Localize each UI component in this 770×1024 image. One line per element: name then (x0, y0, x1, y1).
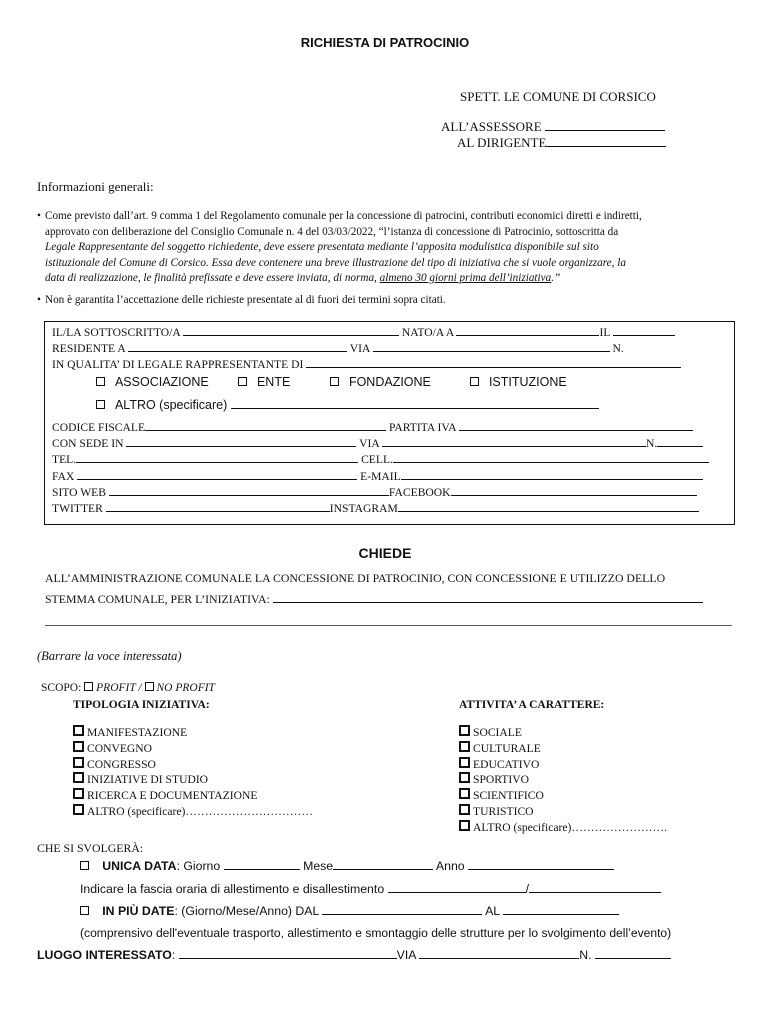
iniziativa-field[interactable] (273, 592, 703, 603)
tipologia-label: INIZIATIVE DI STUDIO (87, 773, 209, 787)
twitter-field[interactable] (106, 501, 330, 512)
attivita-label: SCIENTIFICO (473, 789, 544, 803)
attivita-item[interactable] (459, 725, 667, 741)
tipologia-list (73, 725, 313, 820)
con-sede-field[interactable] (126, 436, 356, 447)
attivita-item[interactable] (459, 820, 667, 836)
applicant-form (52, 325, 722, 373)
info-paragraph-1 (45, 209, 735, 287)
luogo-via-field[interactable] (419, 948, 579, 959)
codice-fiscale-label: CODICE FISCALE (52, 421, 146, 434)
tipologia-item[interactable] (73, 804, 313, 820)
tipologia-item[interactable] (73, 741, 313, 757)
checkbox-icon[interactable] (459, 788, 470, 799)
info-p1-line-3: Legale Rappresentante del soggetto richiedente, deve essere presentata mediante l’apposita modulistica disponibile sul sito (45, 241, 599, 253)
assessore-label: ALL’ASSESSORE (441, 119, 542, 134)
partita-iva-label: PARTITA IVA (389, 421, 456, 434)
checkbox-icon[interactable] (73, 788, 84, 799)
fax-label: FAX (52, 469, 75, 483)
info-p1-line-2 (45, 225, 735, 241)
al-field[interactable] (503, 904, 619, 915)
il-label: IL (599, 326, 610, 339)
entity-altro-label: ALTRO (specificare) (114, 398, 228, 412)
anno-label: Anno (435, 859, 465, 873)
attivita-item[interactable] (459, 804, 667, 820)
checkbox-icon[interactable] (459, 757, 470, 768)
checkbox-icon[interactable] (73, 741, 84, 752)
con-sede-label: CON SEDE IN (52, 437, 124, 451)
row-tel (52, 452, 722, 468)
checkbox-icon[interactable] (73, 725, 84, 736)
tipologia-heading: TIPOLOGIA INIZIATIVA: (73, 699, 210, 711)
sottoscritto-field[interactable] (183, 325, 399, 336)
info-p1-line-2-text: approvato con deliberazione del Consiglio Comunale n. 4 del 03/03/2022, “l’istanza di concessione di Patrocinio, sottoscritta da (45, 225, 619, 238)
dal-label: : (Giorno/Mese/Anno) DAL (174, 904, 319, 918)
row-fax (52, 469, 722, 485)
fascia-oraria-row (80, 882, 661, 896)
entity-label: ASSOCIAZIONE (114, 375, 209, 389)
unica-data-label: UNICA DATA (102, 859, 177, 873)
tipologia-label: ALTRO (specificare)…………………………… (87, 804, 313, 818)
assessore-field[interactable] (545, 120, 665, 131)
tipologia-label: RICERCA E DOCUMENTAZIONE (87, 789, 258, 803)
attivita-item[interactable] (459, 757, 667, 773)
luogo-label: LUOGO INTERESSATO (37, 948, 172, 962)
unica-data-row (80, 859, 614, 873)
giorno-label: : Giorno (176, 859, 221, 873)
iniziativa-field-continuation[interactable] (45, 625, 732, 626)
checkbox-icon[interactable] (238, 377, 247, 386)
row-residente (52, 341, 722, 357)
info-p1-line-5 (45, 271, 735, 287)
chiede-heading: CHIEDE (358, 545, 412, 561)
chiede-iniziativa-label: STEMMA COMUNALE, PER L’INIZIATIVA: (45, 592, 270, 606)
info-p1-line-1: • Come previsto dall’art. 9 comma 1 del Regolamento comunale per la concessione di patrocini, contributi economici diretti e indiretti, (45, 209, 735, 225)
dirigente-label: AL DIRIGENTE (457, 135, 547, 150)
fascia-oraria-label: Indicare la fascia oraria di allestimento e disallestimento (80, 882, 385, 896)
piu-date-row (80, 904, 619, 918)
entity-istituzione[interactable] (470, 375, 567, 389)
row-con-sede (52, 436, 722, 452)
checkbox-icon[interactable] (73, 757, 84, 768)
luogo-colon: : (171, 948, 176, 962)
email-field[interactable] (401, 469, 703, 480)
sito-web-label: SITO WEB (52, 485, 107, 499)
no-profit-checkbox-icon[interactable] (145, 682, 154, 691)
il-field[interactable] (613, 325, 675, 336)
nato-field[interactable] (456, 325, 599, 336)
email-label: E-MAIL (360, 469, 401, 483)
sito-web-field[interactable] (109, 485, 389, 496)
entity-fondazione[interactable] (330, 375, 431, 389)
tipologia-item[interactable] (73, 725, 313, 741)
via-field[interactable] (373, 341, 610, 352)
codice-fiscale-field[interactable] (145, 420, 386, 431)
document-title: RICHIESTA DI PATROCINIO (300, 35, 470, 50)
tipologia-item[interactable] (73, 788, 313, 804)
attivita-label: SOCIALE (473, 726, 522, 739)
recipient-assessore (441, 119, 665, 135)
checkbox-icon[interactable] (330, 377, 339, 386)
al-label: AL (485, 904, 500, 918)
facebook-label: FACEBOOK (388, 485, 451, 499)
dal-field[interactable] (322, 904, 482, 915)
instagram-label: INSTAGRAM (329, 502, 398, 516)
attivita-item[interactable] (459, 788, 667, 804)
residente-label: RESIDENTE A (52, 342, 126, 355)
n-label: N. (612, 342, 624, 355)
piu-date-label: IN PIÙ DATE (102, 904, 175, 918)
fascia-start-field[interactable] (388, 882, 526, 893)
piu-date-checkbox-icon[interactable] (80, 906, 89, 915)
info-p1-line-4: istituzionale del Comune di Corsico. Essa deve contenere una breve illustrazione del tipo di iniziativa che si vuole organizzare, la (45, 256, 626, 269)
chiede-line-2 (45, 592, 703, 607)
info-deadline-underlined: almeno 30 giorni prima dell’iniziativa (379, 272, 552, 284)
checkbox-icon[interactable] (459, 820, 470, 831)
row-sito-web (52, 485, 722, 501)
tel-field[interactable] (76, 452, 358, 463)
checkbox-icon[interactable] (459, 741, 470, 752)
checkbox-icon[interactable] (73, 772, 84, 783)
luogo-row (37, 948, 671, 962)
tipologia-item[interactable] (73, 757, 313, 773)
tipologia-label: CONGRESSO (87, 757, 156, 771)
entity-label: ISTITUZIONE (488, 375, 567, 389)
checkbox-icon[interactable] (96, 377, 105, 386)
facebook-field[interactable] (451, 485, 697, 496)
entity-altro-field[interactable] (231, 398, 599, 409)
luogo-n-field[interactable] (595, 948, 671, 959)
tel-label: TEL. (52, 453, 77, 467)
luogo-via-label: VIA (396, 948, 416, 962)
attivita-item[interactable] (459, 741, 667, 757)
entity-associazione[interactable] (96, 375, 209, 389)
info-paragraph-2: • Non è garantita l’accettazione delle richieste presentate al di fuori dei termini sopra citati. (45, 294, 446, 306)
unica-data-checkbox-icon[interactable] (80, 861, 89, 870)
attivita-heading: ATTIVITA’ A CARATTERE: (459, 699, 605, 711)
checkbox-icon[interactable] (73, 804, 84, 815)
attivita-label: SPORTIVO (473, 773, 529, 787)
row-sottoscritto (52, 325, 722, 341)
profit-checkbox-icon[interactable] (84, 682, 93, 691)
nato-label: NATO/A A (401, 326, 454, 339)
mese-label: Mese (303, 859, 334, 873)
fascia-slash: / (525, 882, 529, 896)
comprensivo-note: (comprensivo dell'eventuale trasporto, allestimento e smontaggio delle strutture per lo svolgimento dell’evento) (80, 926, 672, 940)
anno-field[interactable] (468, 859, 614, 870)
applicant-form-contacts (52, 420, 722, 517)
entity-label: ENTE (256, 375, 291, 389)
sottoscritto-label: IL/LA SOTTOSCRITTO/A (52, 326, 181, 339)
attivita-item[interactable] (459, 772, 667, 788)
row-twitter (52, 501, 722, 517)
fax-field[interactable] (77, 469, 357, 480)
info-p1-end: .” (551, 272, 561, 284)
partita-iva-field[interactable] (459, 420, 693, 431)
row-codice-fiscale (52, 420, 722, 436)
tipologia-label: CONVEGNO (87, 741, 153, 755)
luogo-field[interactable] (179, 948, 397, 959)
via-label: VIA (349, 342, 370, 355)
sede-via-label: VIA (359, 437, 380, 451)
entity-altro[interactable] (96, 398, 599, 412)
recipient-comune: SPETT. LE COMUNE DI CORSICO (460, 89, 656, 104)
cell-field[interactable] (393, 452, 709, 463)
chiede-line-1: ALL’AMMINISTRAZIONE COMUNALE LA CONCESSIONE DI PATROCINIO, CON CONCESSIONE E UTILIZZO DELLO (45, 571, 666, 585)
attivita-label: CULTURALE (473, 741, 541, 755)
attivita-label: TURISTICO (473, 804, 534, 818)
attivita-label: ALTRO (specificare)……………………. (473, 820, 668, 834)
row-qualita (52, 357, 722, 373)
fascia-end-field[interactable] (529, 882, 661, 893)
recipient-dirigente (457, 135, 666, 151)
tipologia-item[interactable] (73, 772, 313, 788)
entity-ente[interactable] (238, 375, 290, 389)
checkbox-icon[interactable] (459, 725, 470, 736)
cell-label: CELL. (361, 453, 393, 467)
qualita-field[interactable] (306, 357, 681, 368)
mese-field[interactable] (333, 859, 433, 870)
info-heading: Informazioni generali: (37, 179, 154, 194)
scopo-label: SCOPO: (41, 682, 82, 694)
checkbox-icon[interactable] (470, 377, 479, 386)
luogo-n-label: N. (579, 948, 592, 962)
dirigente-field[interactable] (546, 136, 666, 147)
entity-label: FONDAZIONE (348, 375, 431, 389)
barrare-note: (Barrare la voce interessata) (37, 649, 182, 663)
profit-label: PROFIT / (96, 682, 142, 694)
attivita-label: EDUCATIVO (473, 757, 540, 771)
scopo-row (41, 682, 215, 694)
residente-field[interactable] (128, 341, 347, 352)
giorno-field[interactable] (224, 859, 300, 870)
info-p1-line-5-text: data di realizzazione, le finalità prefissate e deve essere inviata, di norma, (45, 272, 377, 284)
qualita-label: IN QUALITA’ DI LEGALE RAPPRESENTANTE DI (52, 358, 304, 371)
svolgera-heading: CHE SI SVOLGERÀ: (37, 841, 144, 855)
attivita-list (459, 725, 667, 836)
instagram-field[interactable] (398, 501, 699, 512)
checkbox-icon[interactable] (96, 400, 105, 409)
tipologia-label: MANIFESTAZIONE (87, 726, 188, 739)
sede-n-field[interactable] (657, 436, 703, 447)
no-profit-label: NO PROFIT (156, 682, 215, 694)
checkbox-icon[interactable] (459, 772, 470, 783)
sede-via-field[interactable] (382, 436, 646, 447)
sede-n-label: N. (645, 437, 658, 451)
checkbox-icon[interactable] (459, 804, 470, 815)
twitter-label: TWITTER (52, 502, 103, 516)
